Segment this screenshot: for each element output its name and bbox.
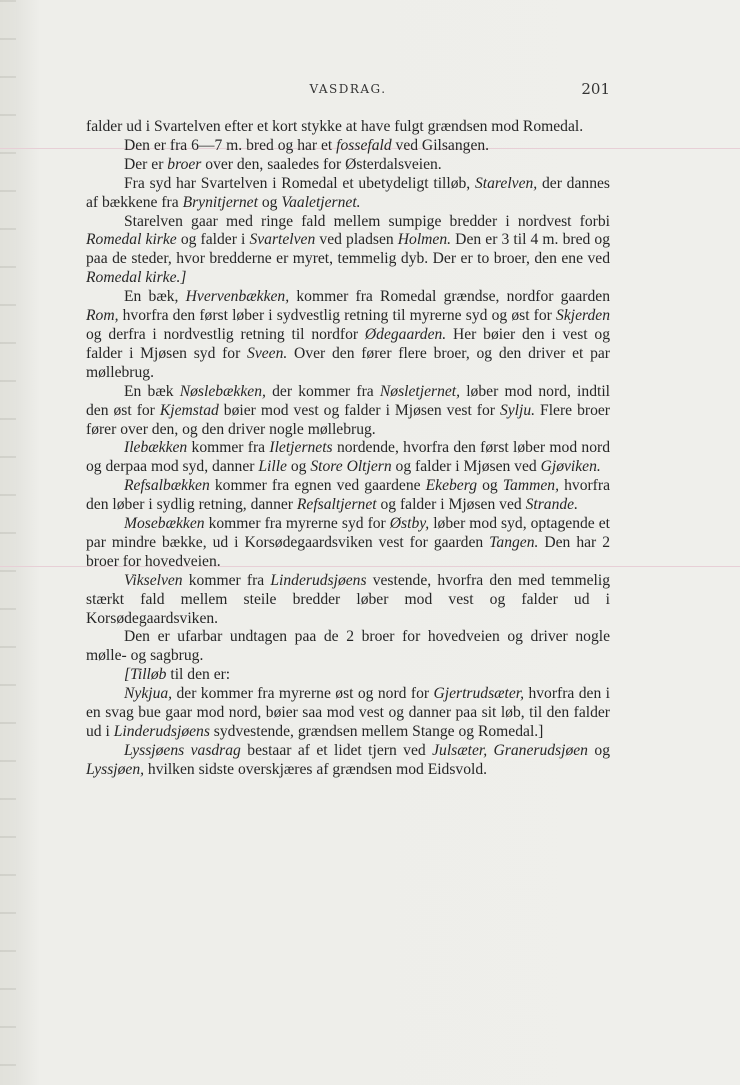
text-run: hvorfra den løber i sydlig retning, danner	[86, 477, 610, 514]
text-run: Den har 2 broer for hovedveien.	[86, 533, 610, 570]
text-run: hvorfra den i en svag bue gaar mod nord, bøier saa mod vest og danner paa sit løb, til den falder ud i	[86, 685, 611, 740]
italic-text-run: fossefald	[336, 136, 392, 154]
paragraph	[86, 685, 610, 742]
text-run: Der er	[124, 155, 168, 173]
italic-text-run: Tangen.	[489, 533, 539, 551]
italic-text-run: Rom,	[86, 307, 119, 325]
paragraph	[86, 118, 610, 137]
italic-text-run: Ekeberg	[425, 477, 478, 495]
text-run: og falder i Mjøsen ved	[376, 496, 526, 514]
text-run: bestaar af et lidet tjern ved	[240, 741, 433, 759]
italic-text-run: Linderudsjøens	[113, 723, 210, 740]
italic-text-run: Nykjua,	[124, 685, 173, 703]
paragraph	[86, 572, 610, 629]
italic-text-run: Sveen.	[247, 344, 288, 362]
italic-text-run: Hvervenbækken,	[185, 288, 290, 306]
paragraph	[86, 666, 610, 685]
paragraph	[86, 742, 610, 780]
italic-text-run: Gjertrudsæter,	[433, 685, 525, 703]
text-run: der dannes af bækkene fra	[86, 174, 610, 211]
italic-text-run: [Tilløb	[124, 666, 167, 684]
text-run: og	[587, 741, 610, 759]
text-run: og	[257, 193, 282, 211]
text-run: kommer fra	[187, 439, 270, 457]
italic-text-run: Tammen,	[502, 477, 559, 495]
text-run: hvilken sidste overskjæres af grændsen mod Eidsvold.	[144, 760, 488, 778]
text-run: nordende, hvorfra den først løber mod nord og derpaa mod syd, danner	[86, 439, 611, 476]
text-run: der kommer fra	[265, 382, 380, 400]
text-run: og	[477, 477, 503, 495]
text-run: kommer fra egnen ved gaardene	[209, 477, 426, 495]
italic-text-run: Refsaltjernet	[296, 496, 377, 514]
italic-text-run: Nøsletjernet,	[379, 382, 461, 400]
italic-text-run: Holmen.	[397, 231, 452, 249]
text-run: der kommer fra myrerne øst og nord for	[172, 685, 434, 703]
page-number: 201	[581, 80, 610, 98]
paragraph	[86, 383, 610, 440]
italic-text-run: Lyssjøen,	[86, 760, 145, 778]
text-run: falder ud i Svartelven efter et kort stykke at have fulgt grændsen mod Romedal.	[86, 118, 584, 135]
italic-text-run: Gjøviken.	[540, 458, 601, 476]
paragraph	[86, 477, 610, 515]
text-run: og derfra i nordvestlig retning til nordfor	[86, 325, 365, 343]
italic-text-run: Starelven,	[474, 174, 538, 192]
text-run: En bæk,	[124, 288, 186, 306]
italic-text-run: Romedal kirke	[86, 231, 177, 249]
paragraph	[86, 628, 610, 666]
text-run: Den er 3 til 4 m. bred og paa de steder, hvor bredderne er myret, temmelig dyb. Der er to broer, den ene ved	[86, 231, 610, 268]
text-run: hvorfra den først løber i sydvestlig retning til myrerne syd og øst for	[118, 307, 557, 325]
text-run: og	[286, 458, 311, 476]
text-run: Fra syd har Svartelven i Romedal et ubetydeligt tilløb,	[124, 174, 475, 192]
paragraph	[86, 288, 610, 383]
text-run: vestende, hvorfra den med temmelig stærkt fald mellem steile bredder løber mod vest og falder ud i Korsødegaardsviken.	[86, 571, 610, 627]
text-run: En bæk	[124, 382, 180, 400]
text-run: til den er:	[166, 666, 231, 684]
italic-text-run: Refsalbækken	[124, 477, 210, 495]
page-binding-edge	[0, 0, 16, 1085]
running-header	[86, 80, 610, 100]
italic-text-run: Ilebækken	[124, 439, 188, 457]
text-run: Den er fra 6—7 m. bred og har et	[124, 136, 337, 154]
text-run: Flere broer fører over den, og den driver nogle møllebrug.	[86, 401, 610, 438]
italic-text-run: Mosebækken	[124, 515, 205, 533]
italic-text-run: Iletjernets	[269, 439, 333, 457]
italic-text-run: Skjerden	[556, 307, 610, 325]
italic-text-run: Romedal kirke.]	[86, 269, 187, 287]
paragraph	[86, 137, 610, 156]
italic-text-run: Svartelven	[249, 231, 316, 249]
text-run: løber mod syd, optagende et par mindre bække, ud i Korsødegaardsviken vest for gaarden	[86, 515, 610, 551]
text-run: bøier mod vest og falder i Mjøsen vest for	[218, 401, 500, 419]
text-run: ved pladsen	[315, 231, 398, 249]
italic-text-run: Julsæter,	[432, 741, 488, 759]
italic-text-run: broer	[167, 155, 202, 173]
italic-text-run: Linderudsjøens	[270, 571, 367, 589]
text-run: kommer fra myrerne syd for	[204, 515, 390, 533]
paragraph	[86, 439, 610, 477]
text-run: ved Gilsangen.	[391, 136, 490, 154]
text-run: kommer fra	[182, 571, 271, 589]
italic-text-run: Vikselven	[124, 571, 183, 589]
italic-text-run: Kjemstad	[159, 401, 219, 419]
text-run: kommer fra Romedal grændse, nordfor gaarden	[289, 288, 610, 306]
italic-text-run: Lille	[258, 458, 287, 476]
text-run: Her bøier den i vest og falder i Mjøsen syd for	[86, 325, 611, 362]
running-title: VASDRAG.	[309, 82, 387, 96]
body-text	[86, 118, 610, 780]
text-run: og falder i	[176, 231, 250, 249]
italic-text-run: Strande.	[525, 496, 578, 514]
text-run: Starelven gaar med ringe fald mellem sumpige bredder i nordvest forbi	[124, 212, 610, 230]
italic-text-run: Granerudsjøen	[493, 741, 588, 759]
italic-text-run: Sylju.	[499, 401, 536, 419]
text-run: Over den fører flere broer, og den driver et par møllebrug.	[86, 344, 610, 381]
text-run: Den er ufarbar undtagen paa de 2 broer for hovedveien og driver nogle mølle- og sagbrug.	[86, 628, 610, 665]
italic-text-run: Nøslebækken,	[179, 382, 266, 400]
text-run: løber mod nord, indtil den øst for	[86, 382, 610, 419]
paragraph	[86, 515, 610, 572]
italic-text-run: Brynitjernet	[182, 193, 258, 211]
italic-text-run: Lyssjøens vasdrag	[124, 741, 241, 759]
italic-text-run: Ødegaarden.	[364, 325, 447, 343]
text-run: sydvestende, grændsen mellem Stange og Romedal.]	[209, 723, 544, 740]
italic-text-run: Vaaletjernet.	[281, 193, 361, 211]
paragraph	[86, 175, 610, 213]
italic-text-run: Store Oltjern	[310, 458, 392, 476]
text-run: over den, saaledes for Østerdalsveien.	[201, 155, 442, 173]
italic-text-run: Østby,	[389, 515, 430, 533]
paragraph	[86, 213, 610, 289]
paragraph	[86, 156, 610, 175]
text-run: og falder i Mjøsen ved	[391, 458, 541, 476]
